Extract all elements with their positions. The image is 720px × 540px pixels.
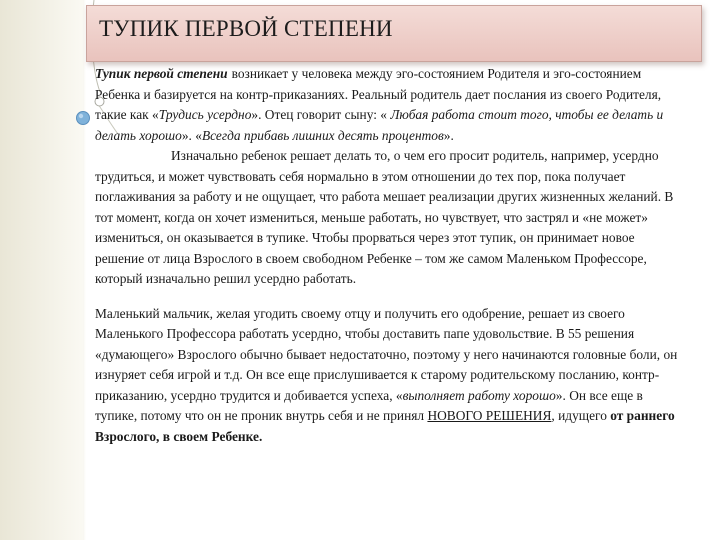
p2-bold-end: от раннего Взрослого, в своем Ребенке. — [95, 408, 675, 444]
page-title: ТУПИК ПЕРВОЙ СТЕПЕНИ — [99, 16, 393, 41]
p1-text-1: возникает у человека между эго-состоянием Родителя и эго-состоянием Ребенка и базируется на контр-приказаниях. Реальный родитель дает послания из своего Родителя, такие как « — [95, 66, 662, 122]
p2-text-1: Маленький мальчик, желая угодить своему отцу и получить его одобрение, решает из своего Маленького Профессора работать усердно, чтобы доставить папе удовольствие. В 55 решения «думающего» Взрослого обычно бывает недостаточно, поэтому у него начинаются головные боли, он изнуряет себя игрой и т.д. Он все еще прислушивается к старому родительскому посланию, контр-приказанию, усердно трудится и добивается успеха, « — [95, 305, 678, 403]
p2-quote-1: выполняет работу хорошо — [402, 387, 556, 403]
p1-text-3: ». « — [181, 127, 202, 143]
p1-text-4: ». — [443, 127, 454, 143]
lead-term: Тупик первой степени — [95, 66, 228, 81]
blue-bullet-icon — [77, 112, 90, 125]
title-banner — [86, 5, 702, 62]
p1-quote-2: Любая работа стоит того, чтобы ее делать и делать хорошо — [95, 107, 664, 143]
paragraph-1 — [95, 64, 685, 290]
blue-bullet-highlight — [79, 114, 83, 118]
body-text — [95, 64, 685, 447]
p2-text-2: ». Он все еще в тупике, потому что он не проник внутрь себя и не принял — [95, 387, 643, 423]
p2-text-3: , идущего — [551, 408, 611, 423]
p1-quote-3: Всегда прибавь лишних десять процентов — [201, 127, 444, 143]
p1-quote-1: Трудись усердно — [158, 107, 252, 122]
p1-text-2: ». Отец говорит сыну: « — [251, 107, 391, 122]
paragraph-2 — [95, 304, 685, 448]
p1-text-5: Изначально ребенок решает делать то, о чем его просит родитель, например, усердно трудиться, и может чувствовать себя нормально в этом отношении до тех пор, пока получает поглаживания за работу и не ощущает, что работа мешает реализации других жизненных желаний. В тот момент, когда он хочет измениться, меньше работать, но чувствует, что застрял и «не может» измениться, он оказывается в тупике. Чтобы прорваться через этот тупик, он принимает новое решение от лица Взрослого в своем свободном Ребенке – том же самом Маленьком Профессоре, который изначально решил усердно работать. — [95, 148, 674, 286]
p2-new-decision: НОВОГО РЕШЕНИЯ — [427, 408, 552, 423]
